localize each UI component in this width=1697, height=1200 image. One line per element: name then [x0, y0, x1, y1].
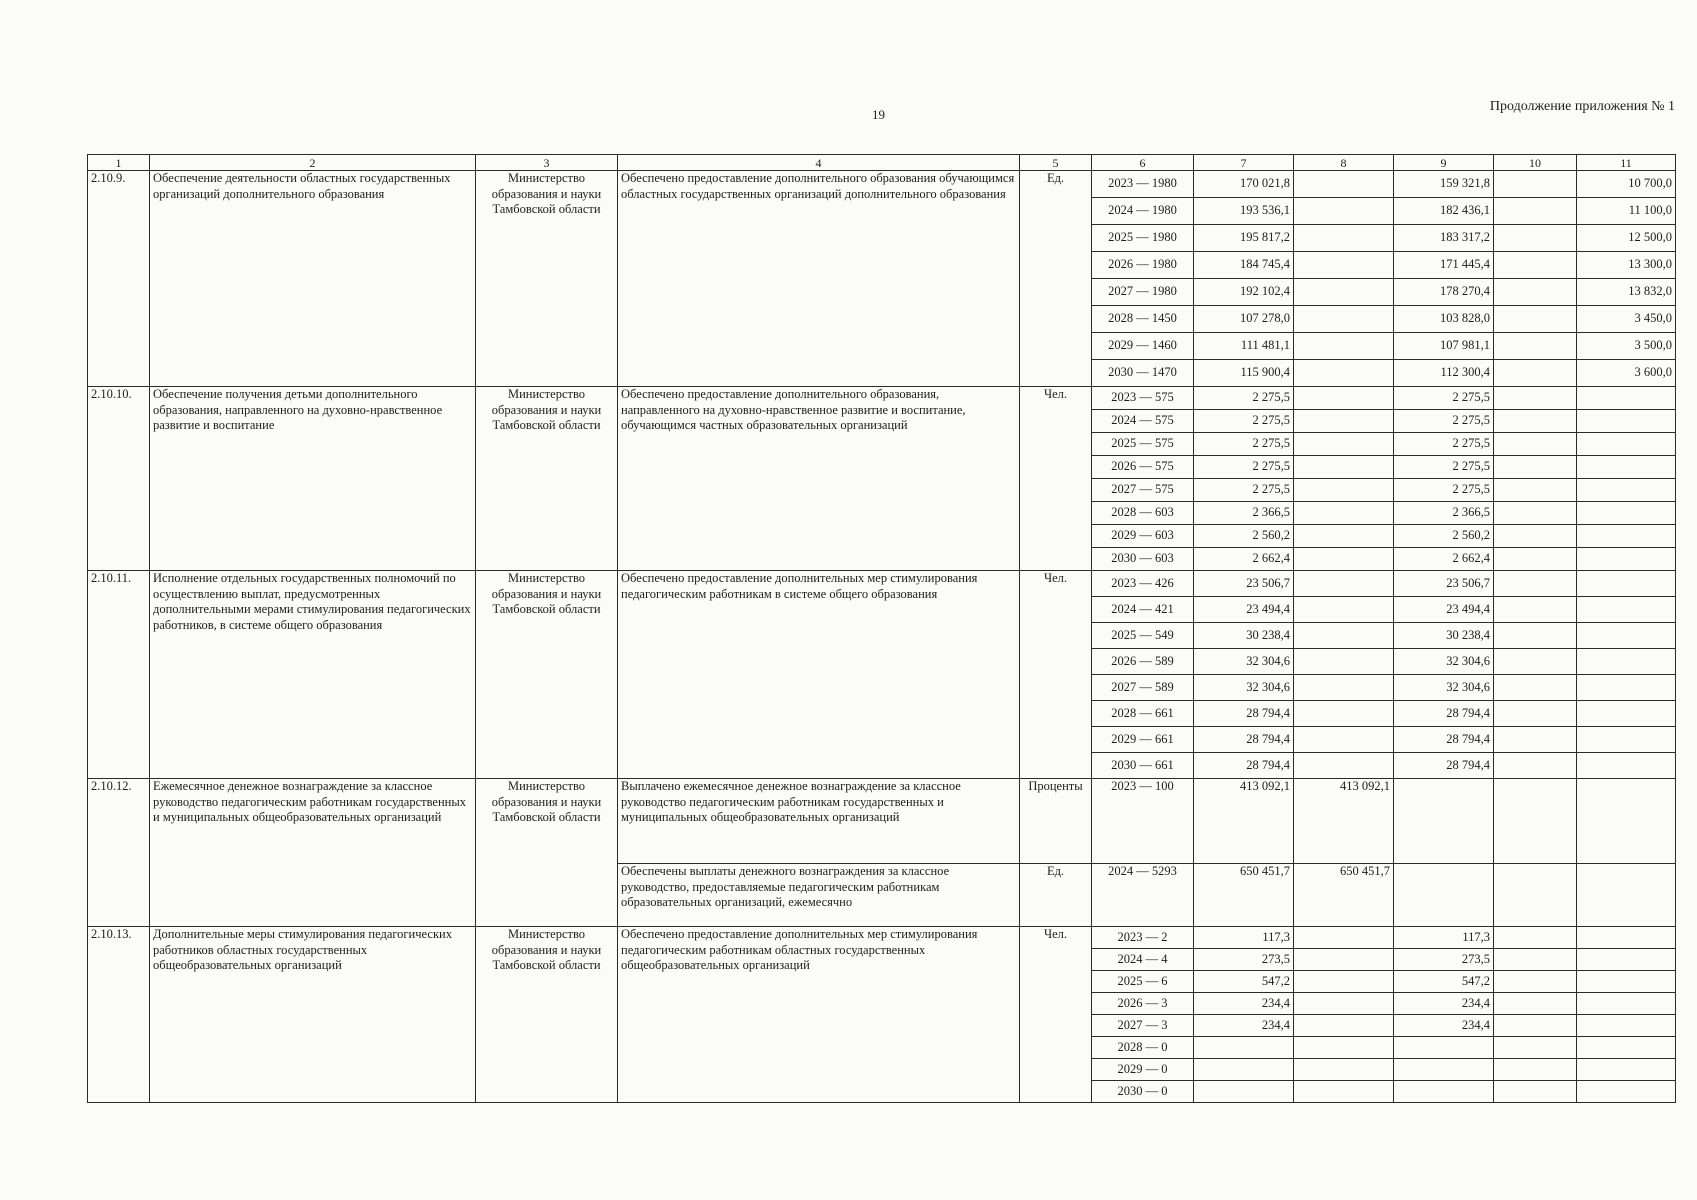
amount-c9: 2 275,5	[1394, 433, 1494, 456]
amount-c8	[1294, 675, 1394, 701]
measure-code: 2.10.11.	[88, 571, 150, 779]
amount-c9: 171 445,4	[1394, 252, 1494, 279]
table-row	[88, 927, 1676, 949]
amount-c7: 184 745,4	[1194, 252, 1294, 279]
amount-c9: 182 436,1	[1394, 198, 1494, 225]
running-header: Продолжение приложения № 1	[1489, 99, 1675, 114]
year-target-cell: 2027 — 589	[1092, 675, 1194, 701]
amount-c9	[1394, 1037, 1494, 1059]
year-target-cell: 2024 — 421	[1092, 597, 1194, 623]
amount-c9: 30 238,4	[1394, 623, 1494, 649]
amount-c7: 28 794,4	[1194, 727, 1294, 753]
result-text: Обеспечено предоставление дополнительного образования, направленного на духовно-нравственное развитие и воспитание, обучающимся частных образовательных организаций	[618, 387, 1020, 571]
amount-c8	[1294, 252, 1394, 279]
amount-c9: 178 270,4	[1394, 279, 1494, 306]
unit-cell: Чел.	[1020, 387, 1092, 571]
amount-c8	[1294, 949, 1394, 971]
year-target-cell: 2023 — 1980	[1092, 171, 1194, 198]
column-number: 5	[1020, 155, 1092, 171]
amount-c9: 2 560,2	[1394, 525, 1494, 548]
year-target-cell: 2026 — 1980	[1092, 252, 1194, 279]
executor-cell: Министерство образования и науки Тамбовской области	[476, 171, 618, 387]
amount-c11	[1577, 571, 1676, 597]
year-target-cell: 2025 — 1980	[1092, 225, 1194, 252]
amount-c8	[1294, 171, 1394, 198]
amount-c7: 170 021,8	[1194, 171, 1294, 198]
amount-c7: 273,5	[1194, 949, 1294, 971]
year-target-cell: 2028 — 1450	[1092, 306, 1194, 333]
amount-c7: 192 102,4	[1194, 279, 1294, 306]
amount-c9: 107 981,1	[1394, 333, 1494, 360]
unit-cell: Ед.	[1020, 171, 1092, 387]
amount-c10	[1494, 333, 1577, 360]
amount-c10	[1494, 433, 1577, 456]
amount-c10	[1494, 623, 1577, 649]
year-target-cell: 2030 — 603	[1092, 548, 1194, 571]
amount-c10	[1494, 597, 1577, 623]
amount-c7	[1194, 1037, 1294, 1059]
amount-c9: 183 317,2	[1394, 225, 1494, 252]
amount-c8	[1294, 410, 1394, 433]
amount-c7: 117,3	[1194, 927, 1294, 949]
amount-c7: 32 304,6	[1194, 675, 1294, 701]
measure-code: 2.10.10.	[88, 387, 150, 571]
amount-c11	[1577, 927, 1676, 949]
result-text: Обеспечены выплаты денежного вознаграждения за классное руководство, предоставляемые педагогическим работникам образовательных организаций, ежемесячно	[618, 864, 1020, 927]
amount-c11	[1577, 649, 1676, 675]
year-target-cell: 2030 — 0	[1092, 1081, 1194, 1103]
amount-c11: 3 450,0	[1577, 306, 1676, 333]
year-target-cell: 2029 — 0	[1092, 1059, 1194, 1081]
column-number: 9	[1394, 155, 1494, 171]
amount-c10	[1494, 649, 1577, 675]
amount-c10	[1494, 525, 1577, 548]
amount-c8	[1294, 727, 1394, 753]
amount-c8	[1294, 306, 1394, 333]
amount-c8: 650 451,7	[1294, 864, 1394, 927]
amount-c7: 234,4	[1194, 993, 1294, 1015]
result-text: Обеспечено предоставление дополнительных мер стимулирования педагогическим работникам в системе общего образования	[618, 571, 1020, 779]
amount-c10	[1494, 701, 1577, 727]
column-number-row	[88, 155, 1676, 171]
amount-c7: 32 304,6	[1194, 649, 1294, 675]
appendix-table	[87, 154, 1676, 1103]
amount-c9: 28 794,4	[1394, 753, 1494, 779]
amount-c7: 547,2	[1194, 971, 1294, 993]
amount-c10	[1494, 949, 1577, 971]
amount-c11	[1577, 971, 1676, 993]
measure-code: 2.10.12.	[88, 779, 150, 927]
amount-c8	[1294, 753, 1394, 779]
amount-c11: 13 832,0	[1577, 279, 1676, 306]
year-target-cell: 2030 — 1470	[1092, 360, 1194, 387]
year-target-cell: 2027 — 1980	[1092, 279, 1194, 306]
amount-c8	[1294, 1037, 1394, 1059]
measure-name: Обеспечение деятельности областных государственных организаций дополнительного образования	[150, 171, 476, 387]
amount-c9	[1394, 864, 1494, 927]
amount-c10	[1494, 1015, 1577, 1037]
amount-c7: 195 817,2	[1194, 225, 1294, 252]
page-number: 19	[872, 107, 885, 122]
column-number: 8	[1294, 155, 1394, 171]
amount-c9: 273,5	[1394, 949, 1494, 971]
amount-c7: 23 494,4	[1194, 597, 1294, 623]
year-target-cell: 2023 — 575	[1092, 387, 1194, 410]
column-number: 10	[1494, 155, 1577, 171]
measure-name: Дополнительные меры стимулирования педагогических работников областных государственных общеобразовательных организаций	[150, 927, 476, 1103]
column-number: 11	[1577, 155, 1676, 171]
amount-c8	[1294, 479, 1394, 502]
amount-c10	[1494, 360, 1577, 387]
amount-c11	[1577, 502, 1676, 525]
amount-c9: 112 300,4	[1394, 360, 1494, 387]
year-target-cell: 2026 — 3	[1092, 993, 1194, 1015]
amount-c7: 2 366,5	[1194, 502, 1294, 525]
amount-c10	[1494, 279, 1577, 306]
measure-code: 2.10.13.	[88, 927, 150, 1103]
amount-c10	[1494, 1059, 1577, 1081]
amount-c10	[1494, 779, 1577, 864]
amount-c8	[1294, 548, 1394, 571]
amount-c9: 2 662,4	[1394, 548, 1494, 571]
amount-c7: 2 275,5	[1194, 433, 1294, 456]
amount-c11	[1577, 753, 1676, 779]
amount-c8	[1294, 597, 1394, 623]
amount-c7: 193 536,1	[1194, 198, 1294, 225]
amount-c11: 3 500,0	[1577, 333, 1676, 360]
amount-c10	[1494, 171, 1577, 198]
amount-c9	[1394, 1059, 1494, 1081]
amount-c9: 2 275,5	[1394, 479, 1494, 502]
amount-c11	[1577, 479, 1676, 502]
measure-name: Ежемесячное денежное вознаграждение за классное руководство педагогическим работникам государственных и муниципальных общеобразовательных организаций	[150, 779, 476, 927]
amount-c11	[1577, 597, 1676, 623]
amount-c10	[1494, 727, 1577, 753]
executor-cell: Министерство образования и науки Тамбовской области	[476, 927, 618, 1103]
amount-c7: 107 278,0	[1194, 306, 1294, 333]
amount-c7: 2 662,4	[1194, 548, 1294, 571]
amount-c9: 28 794,4	[1394, 701, 1494, 727]
year-target-cell: 2027 — 575	[1092, 479, 1194, 502]
amount-c11	[1577, 1015, 1676, 1037]
amount-c7	[1194, 1081, 1294, 1103]
amount-c7	[1194, 1059, 1294, 1081]
amount-c11	[1577, 1059, 1676, 1081]
amount-c9: 23 494,4	[1394, 597, 1494, 623]
amount-c7: 30 238,4	[1194, 623, 1294, 649]
amount-c10	[1494, 479, 1577, 502]
amount-c11	[1577, 864, 1676, 927]
year-target-cell: 2023 — 100	[1092, 779, 1194, 864]
amount-c9: 103 828,0	[1394, 306, 1494, 333]
amount-c11	[1577, 1037, 1676, 1059]
amount-c9	[1394, 1081, 1494, 1103]
amount-c10	[1494, 410, 1577, 433]
amount-c9: 32 304,6	[1394, 675, 1494, 701]
amount-c8	[1294, 927, 1394, 949]
amount-c11	[1577, 779, 1676, 864]
amount-c10	[1494, 225, 1577, 252]
executor-cell: Министерство образования и науки Тамбовской области	[476, 571, 618, 779]
amount-c11	[1577, 456, 1676, 479]
amount-c8	[1294, 525, 1394, 548]
amount-c8	[1294, 971, 1394, 993]
executor-cell: Министерство образования и науки Тамбовской области	[476, 779, 618, 927]
amount-c11: 13 300,0	[1577, 252, 1676, 279]
amount-c10	[1494, 548, 1577, 571]
amount-c11	[1577, 993, 1676, 1015]
amount-c9: 2 275,5	[1394, 410, 1494, 433]
amount-c8: 413 092,1	[1294, 779, 1394, 864]
amount-c7: 111 481,1	[1194, 333, 1294, 360]
amount-c11	[1577, 387, 1676, 410]
year-target-cell: 2027 — 3	[1092, 1015, 1194, 1037]
column-number: 3	[476, 155, 618, 171]
amount-c7: 650 451,7	[1194, 864, 1294, 927]
year-target-cell: 2029 — 603	[1092, 525, 1194, 548]
amount-c11	[1577, 410, 1676, 433]
amount-c9: 2 275,5	[1394, 387, 1494, 410]
amount-c10	[1494, 753, 1577, 779]
amount-c7: 2 275,5	[1194, 410, 1294, 433]
amount-c10	[1494, 675, 1577, 701]
amount-c8	[1294, 1081, 1394, 1103]
column-number: 7	[1194, 155, 1294, 171]
amount-c7: 23 506,7	[1194, 571, 1294, 597]
amount-c7: 2 275,5	[1194, 456, 1294, 479]
measure-name: Исполнение отдельных государственных полномочий по осуществлению выплат, предусмотренных дополнительными мерами стимулирования педагогических работников, в системе общего образования	[150, 571, 476, 779]
amount-c7: 234,4	[1194, 1015, 1294, 1037]
amount-c9: 234,4	[1394, 993, 1494, 1015]
year-target-cell: 2026 — 575	[1092, 456, 1194, 479]
amount-c10	[1494, 198, 1577, 225]
amount-c11	[1577, 623, 1676, 649]
amount-c9: 28 794,4	[1394, 727, 1494, 753]
amount-c10	[1494, 927, 1577, 949]
amount-c11: 10 700,0	[1577, 171, 1676, 198]
amount-c9: 159 321,8	[1394, 171, 1494, 198]
amount-c8	[1294, 1015, 1394, 1037]
amount-c11	[1577, 701, 1676, 727]
table-row	[88, 387, 1676, 410]
year-target-cell: 2028 — 661	[1092, 701, 1194, 727]
amount-c11: 12 500,0	[1577, 225, 1676, 252]
amount-c8	[1294, 225, 1394, 252]
amount-c11: 11 100,0	[1577, 198, 1676, 225]
year-target-cell: 2028 — 0	[1092, 1037, 1194, 1059]
amount-c8	[1294, 198, 1394, 225]
amount-c7: 2 275,5	[1194, 387, 1294, 410]
unit-cell: Чел.	[1020, 927, 1092, 1103]
amount-c11	[1577, 1081, 1676, 1103]
result-text: Обеспечено предоставление дополнительных мер стимулирования педагогическим работникам областных государственных общеобразовательных организаций	[618, 927, 1020, 1103]
amount-c11	[1577, 727, 1676, 753]
amount-c9: 2 275,5	[1394, 456, 1494, 479]
year-target-cell: 2025 — 575	[1092, 433, 1194, 456]
table-row	[88, 171, 1676, 198]
amount-c11	[1577, 949, 1676, 971]
amount-c8	[1294, 456, 1394, 479]
year-target-cell: 2025 — 6	[1092, 971, 1194, 993]
year-target-cell: 2029 — 661	[1092, 727, 1194, 753]
year-target-cell: 2028 — 603	[1092, 502, 1194, 525]
amount-c8	[1294, 502, 1394, 525]
measure-name: Обеспечение получения детьми дополнительного образования, направленного на духовно-нравственное развитие и воспитание	[150, 387, 476, 571]
amount-c11	[1577, 433, 1676, 456]
unit-cell: Проценты	[1020, 779, 1092, 864]
year-target-cell: 2024 — 1980	[1092, 198, 1194, 225]
amount-c8	[1294, 387, 1394, 410]
amount-c9: 23 506,7	[1394, 571, 1494, 597]
executor-cell: Министерство образования и науки Тамбовской области	[476, 387, 618, 571]
amount-c9	[1394, 779, 1494, 864]
year-target-cell: 2030 — 661	[1092, 753, 1194, 779]
year-target-cell: 2026 — 589	[1092, 649, 1194, 675]
amount-c10	[1494, 571, 1577, 597]
amount-c8	[1294, 360, 1394, 387]
result-text: Обеспечено предоставление дополнительного образования обучающимся областных государственных организаций дополнительного образования	[618, 171, 1020, 387]
amount-c9: 547,2	[1394, 971, 1494, 993]
amount-c11	[1577, 675, 1676, 701]
amount-c8	[1294, 649, 1394, 675]
amount-c8	[1294, 571, 1394, 597]
amount-c11	[1577, 548, 1676, 571]
amount-c10	[1494, 502, 1577, 525]
unit-cell: Ед.	[1020, 864, 1092, 927]
table-row	[88, 779, 1676, 864]
amount-c10	[1494, 864, 1577, 927]
amount-c8	[1294, 993, 1394, 1015]
table-row	[88, 571, 1676, 597]
amount-c8	[1294, 333, 1394, 360]
amount-c10	[1494, 252, 1577, 279]
year-target-cell: 2024 — 4	[1092, 949, 1194, 971]
amount-c10	[1494, 1081, 1577, 1103]
year-target-cell: 2029 — 1460	[1092, 333, 1194, 360]
amount-c11: 3 600,0	[1577, 360, 1676, 387]
column-number: 1	[88, 155, 150, 171]
amount-c10	[1494, 306, 1577, 333]
amount-c7: 2 560,2	[1194, 525, 1294, 548]
year-target-cell: 2023 — 2	[1092, 927, 1194, 949]
amount-c10	[1494, 456, 1577, 479]
amount-c10	[1494, 387, 1577, 410]
amount-c7: 2 275,5	[1194, 479, 1294, 502]
amount-c7: 28 794,4	[1194, 753, 1294, 779]
amount-c7: 28 794,4	[1194, 701, 1294, 727]
amount-c10	[1494, 971, 1577, 993]
amount-c11	[1577, 525, 1676, 548]
year-target-cell: 2023 — 426	[1092, 571, 1194, 597]
year-target-cell: 2025 — 549	[1092, 623, 1194, 649]
result-text: Выплачено ежемесячное денежное вознаграждение за классное руководство педагогическим работникам государственных и муниципальных общеобразовательных организаций	[618, 779, 1020, 864]
year-target-cell: 2024 — 575	[1092, 410, 1194, 433]
unit-cell: Чел.	[1020, 571, 1092, 779]
amount-c7: 413 092,1	[1194, 779, 1294, 864]
amount-c8	[1294, 433, 1394, 456]
column-number: 6	[1092, 155, 1194, 171]
measure-code: 2.10.9.	[88, 171, 150, 387]
amount-c9: 32 304,6	[1394, 649, 1494, 675]
amount-c10	[1494, 1037, 1577, 1059]
amount-c9: 2 366,5	[1394, 502, 1494, 525]
amount-c9: 117,3	[1394, 927, 1494, 949]
column-number: 4	[618, 155, 1020, 171]
amount-c7: 115 900,4	[1194, 360, 1294, 387]
column-number: 2	[150, 155, 476, 171]
amount-c8	[1294, 1059, 1394, 1081]
amount-c8	[1294, 279, 1394, 306]
year-target-cell: 2024 — 5293	[1092, 864, 1194, 927]
amount-c8	[1294, 623, 1394, 649]
amount-c8	[1294, 701, 1394, 727]
amount-c9: 234,4	[1394, 1015, 1494, 1037]
amount-c10	[1494, 993, 1577, 1015]
